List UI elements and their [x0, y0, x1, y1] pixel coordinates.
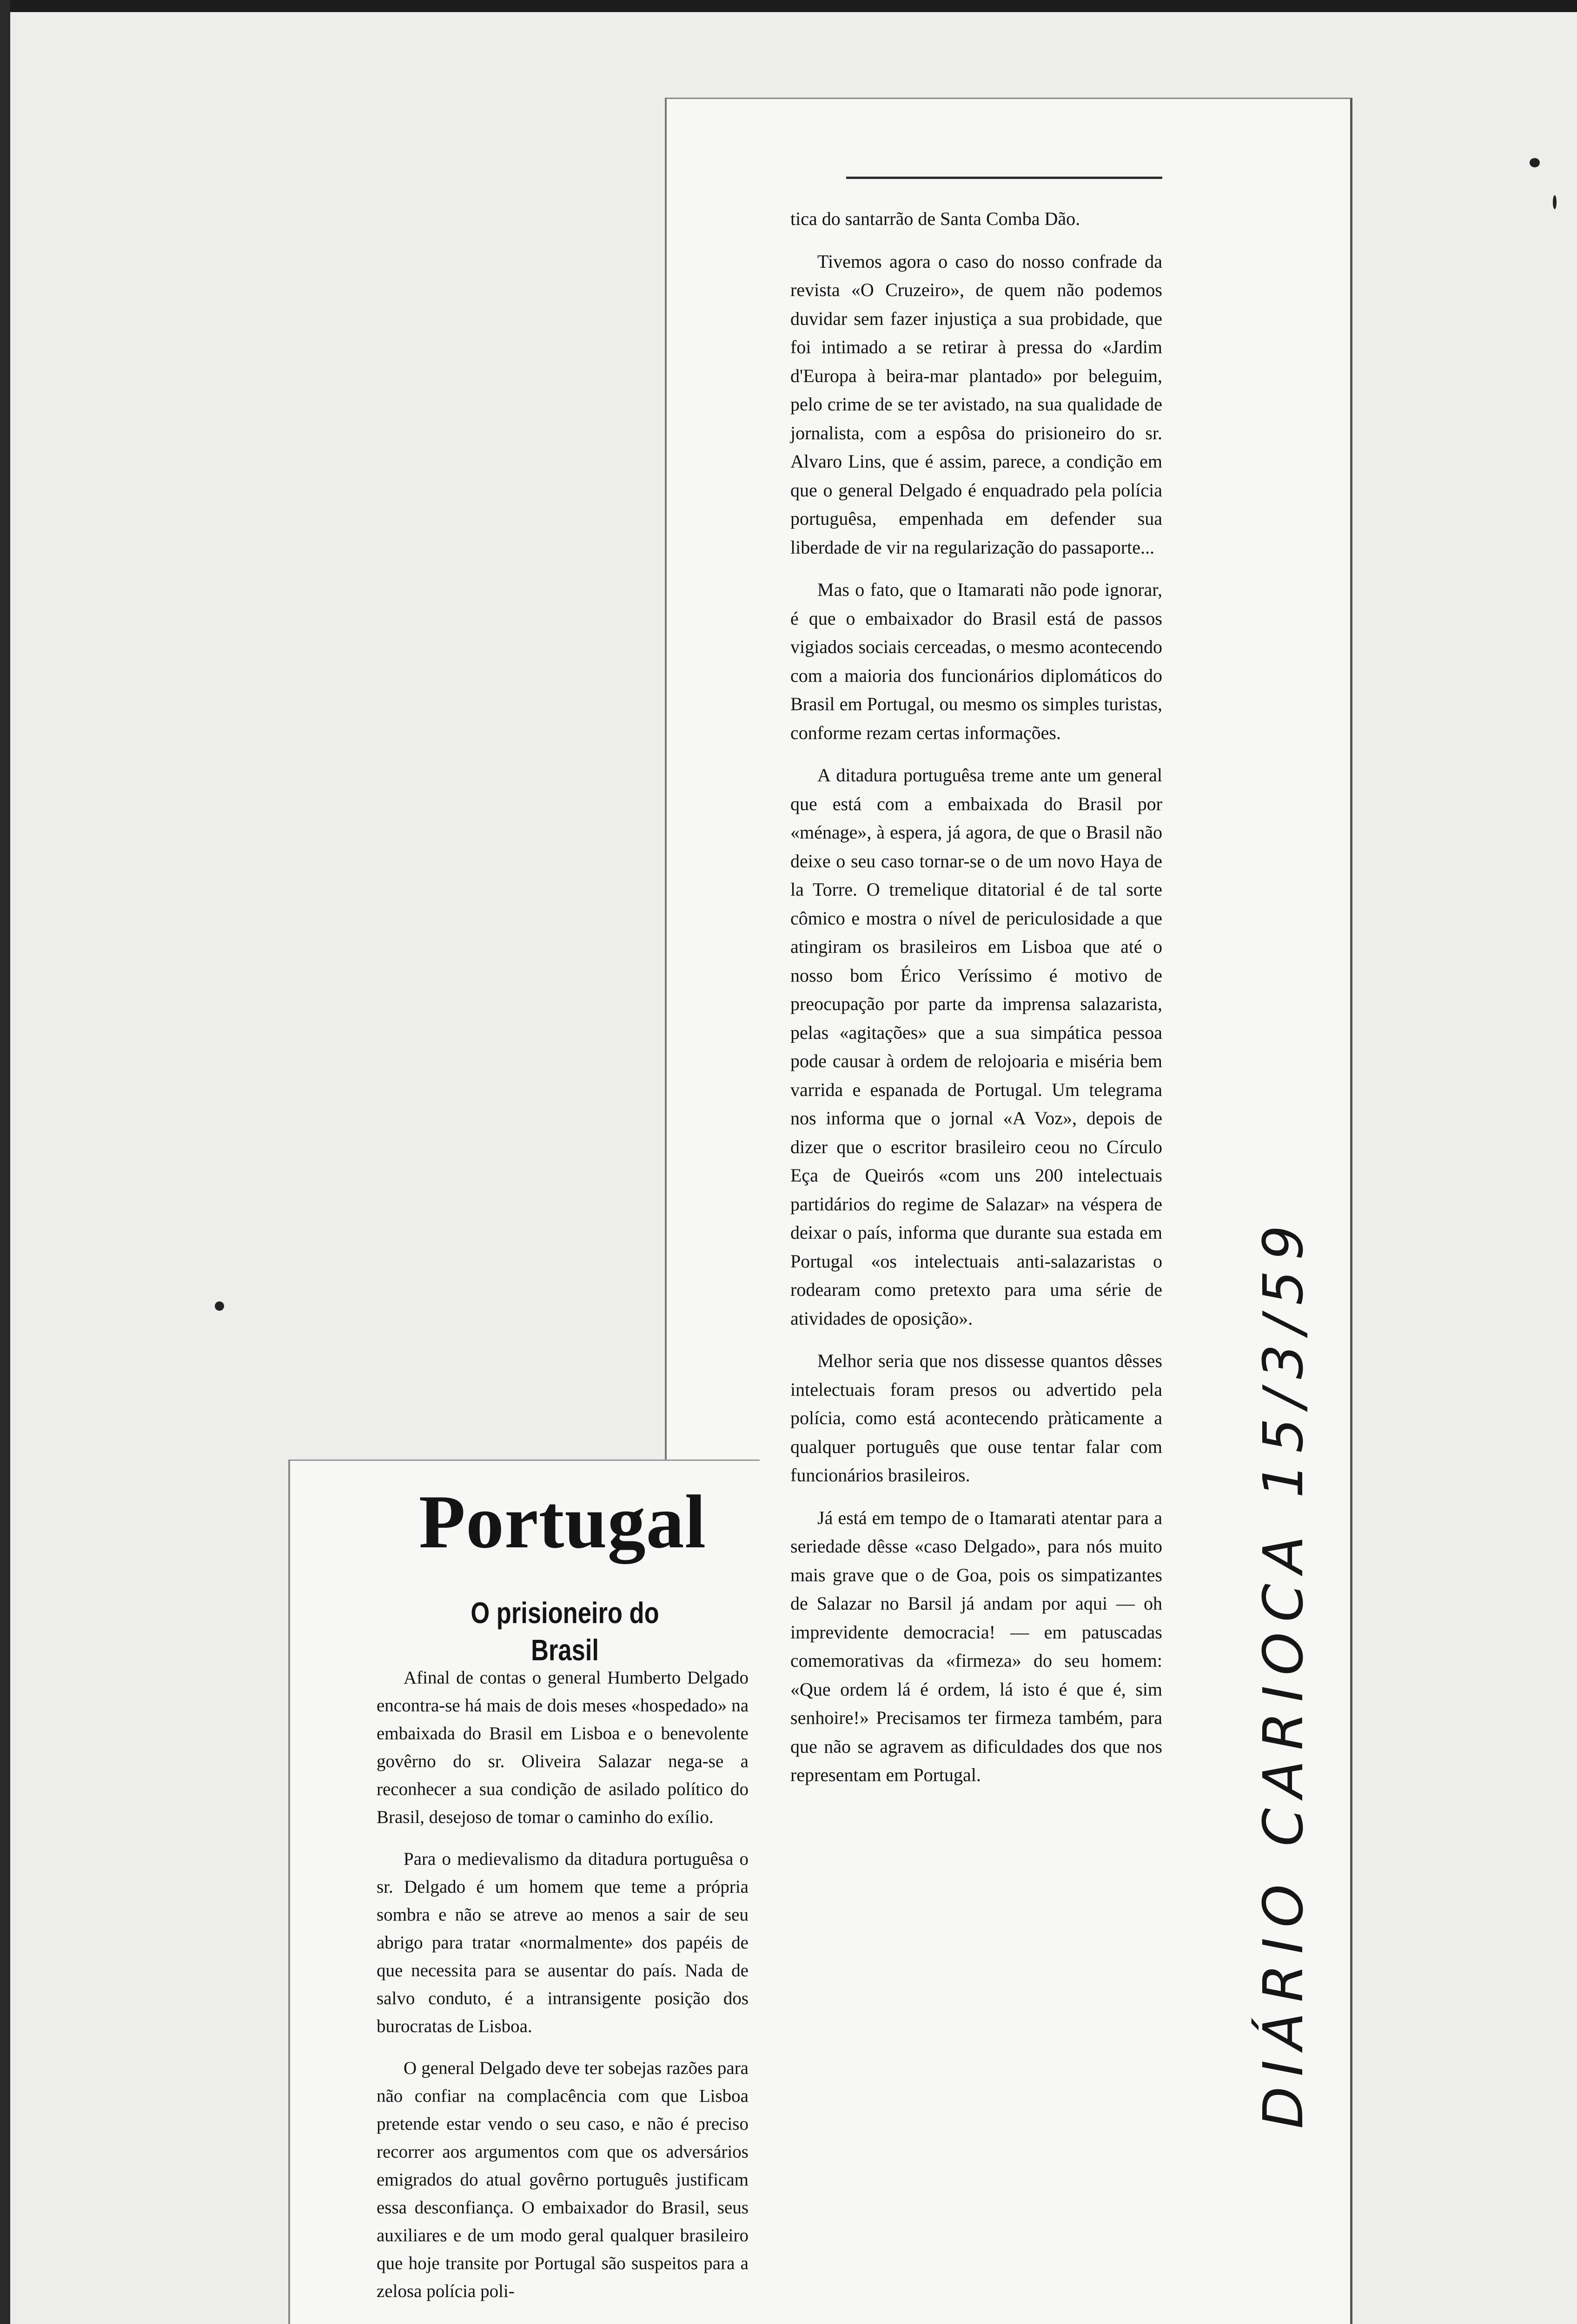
- dust-speck: [1530, 158, 1540, 167]
- left-column-text: [377, 1664, 749, 2319]
- right-column-text: [790, 205, 1162, 1803]
- paragraph: tica do santarrão de Santa Comba Dão.: [790, 208, 1080, 229]
- paragraph: O general Delgado deve ter sobejas razões para não confiar na complacência com que Lisboa pretende estar vendo o seu caso, e não é preciso recorrer aos argumentos com que os adversários emigrados do atual govêrno português justificam essa desconfiança. O embaixador do Brasil, seus auxiliares e de um modo geral qualquer brasileiro que hoje transite por Portugal são suspeitos para a zelosa polícia poli-: [377, 2058, 749, 2301]
- dust-speck: [215, 1301, 224, 1311]
- paragraph: Afinal de contas o general Humberto Delgado encontra-se há mais de dois meses «hospedado» na embaixada do Brasil em Lisboa e o benevolente govêrno do sr. Oliveira Salazar nega-se a reconhecer a sua condição de asilado político do Brasil, desejoso de tomar o caminho do exílio.: [377, 1668, 749, 1827]
- paragraph: Para o medievalismo da ditadura portuguêsa o sr. Delgado é um homem que teme a própria sombra e não se atreve ao menos a sair de seu abrigo para tratar «normalmente» dos papéis de que necessita para se ausentar do país. Nada de salvo conduto, é a intransigente posição dos burocratas de Lisboa.: [377, 1849, 749, 2036]
- article-subtitle: O prisioneiro do Brasil: [470, 1596, 659, 1667]
- paragraph: Tivemos agora o caso do nosso confrade da revista «O Cruzeiro», de quem não podemos duvidar sem fazer injustiça a sua probidade, que foi intimado a se retirar à pressa do «Jardim d'Europa à beira-mar plantado» por beleguim, pelo crime de se ter avistado, na sua qualidade de jornalista, com a espôsa do prisioneiro do sr. Alvaro Lins, que é assim, parece, a condição em que o general Delgado é enquadrado pela polícia portuguêsa, empenhada em defender sua liberdade de vir na regularização do passaporte...: [790, 251, 1162, 558]
- clipping-cut-line: [846, 177, 1162, 179]
- dust-speck: [1553, 195, 1557, 209]
- handwritten-source-note: DIÁRIO CARIOCA 15/3/59: [1251, 1215, 1315, 2129]
- article-title: Portugal: [418, 1480, 707, 1564]
- scan-edge-top: [0, 0, 1577, 12]
- paragraph: Mas o fato, que o Itamarati não pode ignorar, é que o embaixador do Brasil está de passos vigiados sociais cerceadas, o mesmo acontecendo com a maioria dos funcionários diplomáticos do Brasil em Portugal, ou mesmo os simples turistas, conforme rezam certas informações.: [790, 579, 1162, 743]
- paragraph: Já está em tempo de o Itamarati atentar para a seriedade dêsse «caso Delgado», para nós muito mais grave que o de Goa, pois os simpatizantes de Salazar no Barsil já andam por aqui — oh imprevidente democracia! — em patuscadas comemorativas da «firmeza» do seu homem: «Que ordem lá é ordem, lá isto é que é, sim senhoire!» Precisamos ter firmeza também, para que não se agravem as dificuldades dos que nos representam em Portugal.: [790, 1507, 1162, 1785]
- paragraph: Melhor seria que nos dissesse quantos dêsses intelectuais foram presos ou advertido pela polícia, como está acontecendo pràticamente a qualquer português que ouse tentar falar com funcionários brasileiros.: [790, 1350, 1162, 1486]
- paragraph: A ditadura portuguêsa treme ante um general que está com a embaixada do Brasil por «ménage», à espera, já agora, de que o Brasil não deixe o seu caso tornar-se o de um novo Haya de la Torre. O tremelique ditatorial é de tal sorte cômico e mostra o nível de periculosidade a que atingiram os brasileiros em Lisboa que até o nosso bom Érico Veríssimo é motivo de preocupação por parte da imprensa salazarista, pelas «agitações» que a sua simpática pessoa pode causar à ordem de relojoaria e miséria bem varrida e espanada de Portugal. Um telegrama nos informa que o jornal «A Voz», depois de dizer que o escritor brasileiro ceou no Círculo Eça de Queirós «com uns 200 intelectuais partidários do regime de Salazar» na véspera de deixar o país, informa que durante sua estada em Portugal «os intelectuais anti-salazaristas o rodearam como pretexto para uma série de atividades de oposição».: [790, 765, 1162, 1329]
- scan-edge-left: [0, 0, 10, 2324]
